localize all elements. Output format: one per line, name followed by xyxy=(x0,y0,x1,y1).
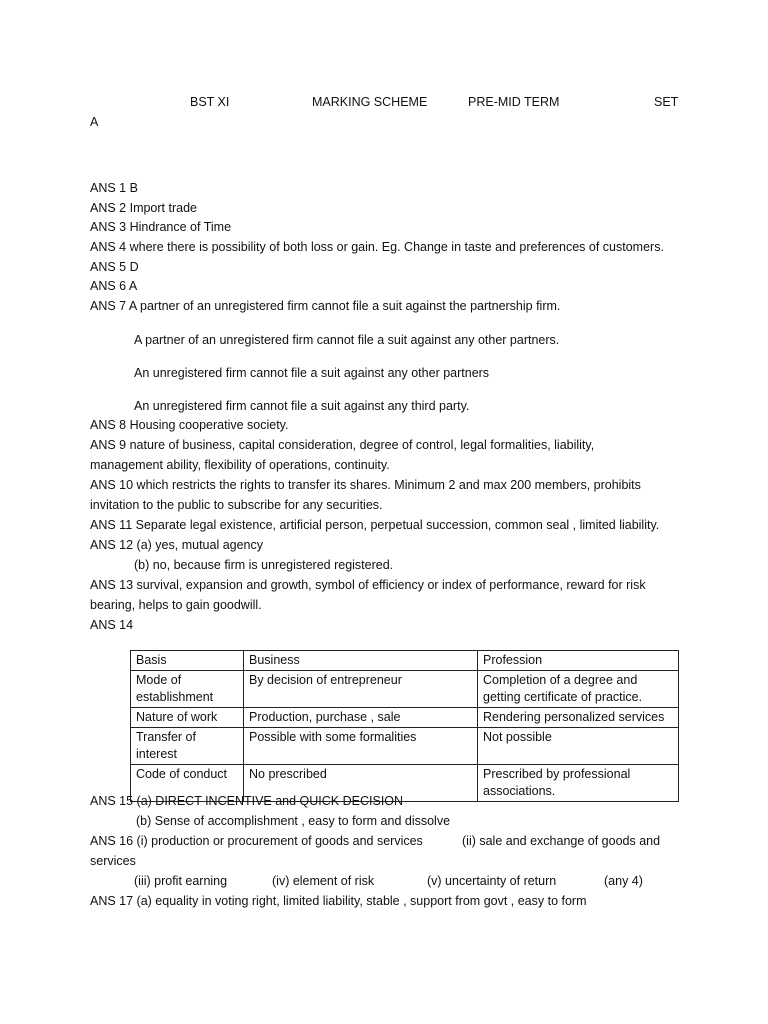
answer-12-a: ANS 12 (a) yes, mutual agency xyxy=(90,538,263,552)
answer-7-point-2: A partner of an unregistered firm cannot file a suit against any other partners. xyxy=(134,333,560,347)
answer-7-point-3: An unregistered firm cannot file a suit against any other partners xyxy=(134,366,490,380)
answer-6: ANS 6 A xyxy=(90,279,138,293)
answer-17: ANS 17 (a) equality in voting right, limited liability, stable , support from govt , easy to form xyxy=(90,894,587,908)
answer-12-b: (b) no, because firm is unregistered registered. xyxy=(134,558,394,572)
table-cell: By decision of entrepreneur xyxy=(244,671,478,708)
answer-10-line-2: invitation to the public to subscribe for any securities. xyxy=(90,498,383,512)
answer-1: ANS 1 B xyxy=(90,181,138,195)
table-cell: Completion of a degree and getting certificate of practice. xyxy=(478,671,679,708)
table-header-row xyxy=(131,651,679,671)
marking-scheme-title: MARKING SCHEME xyxy=(312,95,428,109)
table-cell: Transfer of interest xyxy=(131,728,244,765)
answer-13-line-2: bearing, helps to gain goodwill. xyxy=(90,598,262,612)
answer-16-point-2: (ii) sale and exchange of goods and xyxy=(462,834,661,848)
answer-11: ANS 11 Separate legal existence, artificial person, perpetual succession, common seal , limited liability. xyxy=(90,518,660,532)
exam-title: PRE-MID TERM xyxy=(468,95,560,109)
answer-15-b: (b) Sense of accomplishment , easy to form and dissolve xyxy=(136,814,451,828)
answer-13-line-1: ANS 13 survival, expansion and growth, symbol of efficiency or index of performance, reward for risk xyxy=(90,578,646,592)
answer-16-point-5: (v) uncertainty of return xyxy=(427,874,557,888)
answer-16-point-4: (iv) element of risk xyxy=(272,874,375,888)
table-cell: Mode of establishment xyxy=(131,671,244,708)
business-profession-table xyxy=(130,650,679,802)
answer-7-point-4: An unregistered firm cannot file a suit against any third party. xyxy=(134,399,470,413)
answer-9-line-2: management ability, flexibility of operations, continuity. xyxy=(90,458,390,472)
table-cell: No prescribed xyxy=(244,765,478,802)
answer-16-note: (any 4) xyxy=(604,874,643,888)
answer-15-a: ANS 15 (a) DIRECT INCENTIVE and QUICK DECISION xyxy=(90,794,404,808)
table-cell: Code of conduct xyxy=(131,765,244,802)
table-cell: Rendering personalized services xyxy=(478,708,679,728)
answer-14: ANS 14 xyxy=(90,618,134,632)
table-cell: Nature of work xyxy=(131,708,244,728)
table-header-cell: Basis xyxy=(131,651,244,671)
table-cell: Production, purchase , sale xyxy=(244,708,478,728)
answer-16-line-1: ANS 16 (i) production or procurement of goods and services xyxy=(90,834,423,848)
answer-16-line-2: services xyxy=(90,854,136,868)
table-header-cell: Business xyxy=(244,651,478,671)
table-row xyxy=(131,671,679,708)
table-row xyxy=(131,708,679,728)
table-cell: Possible with some formalities xyxy=(244,728,478,765)
table-header-cell: Profession xyxy=(478,651,679,671)
set-value: A xyxy=(90,115,99,129)
answer-7: ANS 7 A partner of an unregistered firm cannot file a suit against the partnership firm. xyxy=(90,299,561,313)
table-row xyxy=(131,728,679,765)
answer-5: ANS 5 D xyxy=(90,260,139,274)
answer-3: ANS 3 Hindrance of Time xyxy=(90,220,232,234)
set-label: SET xyxy=(654,95,679,109)
answer-10-line-1: ANS 10 which restricts the rights to transfer its shares. Minimum 2 and max 200 members, prohibits xyxy=(90,478,641,492)
subject-title: BST XI xyxy=(190,95,230,109)
answer-8: ANS 8 Housing cooperative society. xyxy=(90,418,289,432)
answer-4: ANS 4 where there is possibility of both loss or gain. Eg. Change in taste and preferences of customers. xyxy=(90,240,664,254)
answer-9-line-1: ANS 9 nature of business, capital consideration, degree of control, legal formalities, liability, xyxy=(90,438,595,452)
answer-2: ANS 2 Import trade xyxy=(90,201,197,215)
table-cell: Not possible xyxy=(478,728,679,765)
table-cell: Prescribed by professional associations. xyxy=(478,765,679,802)
answer-16-point-3: (iii) profit earning xyxy=(134,874,228,888)
